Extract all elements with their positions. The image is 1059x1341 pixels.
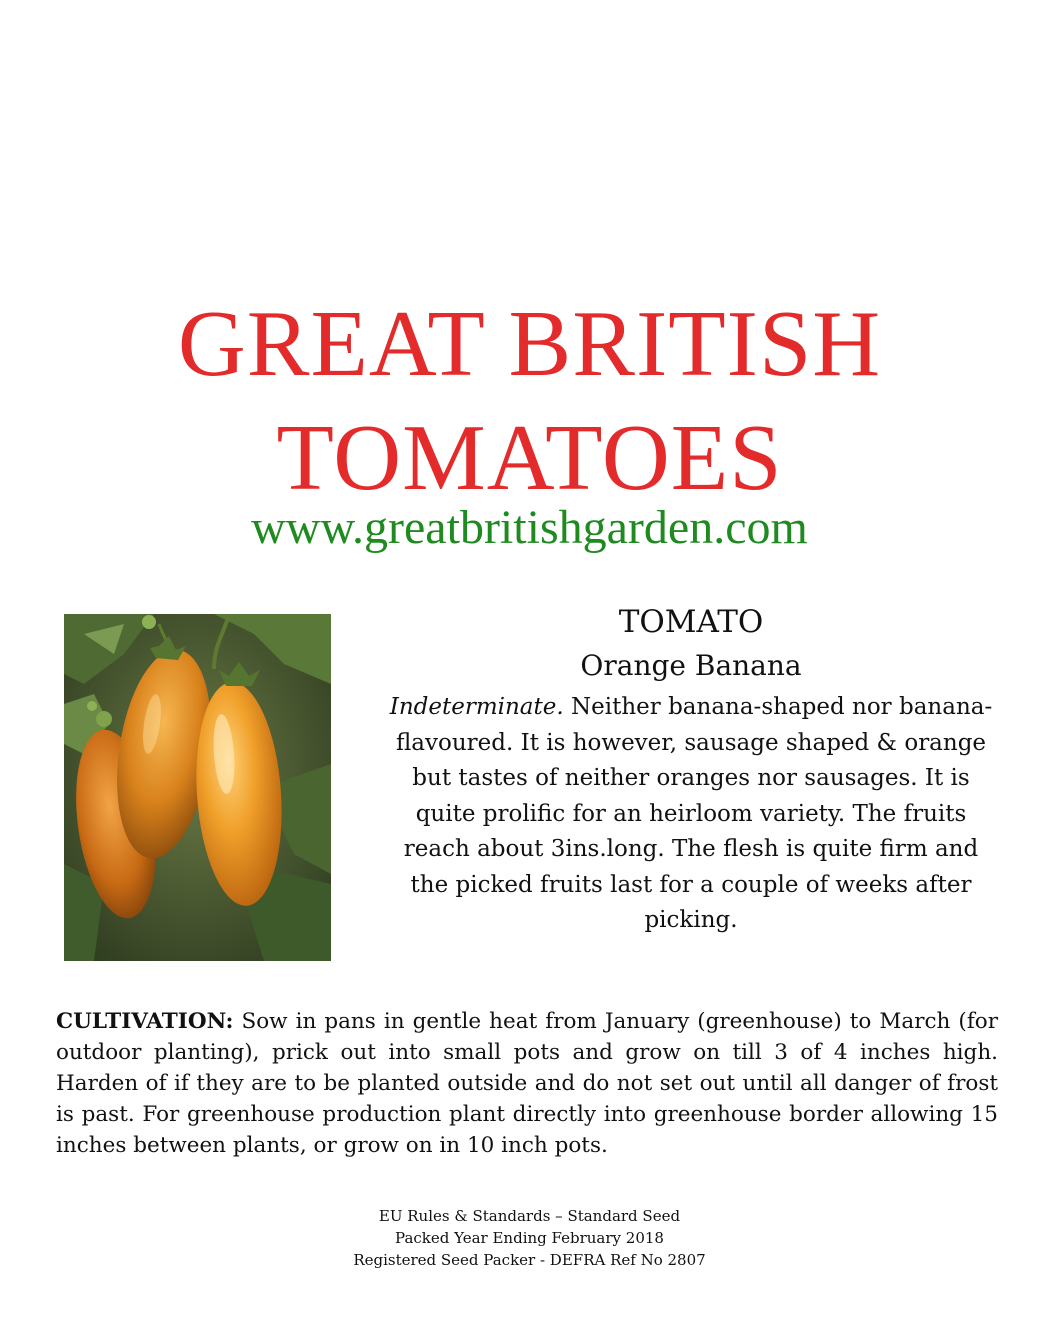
product-kind: TOMATO [618, 604, 764, 640]
product-variety: Orange Banana [580, 649, 802, 682]
product-description [384, 690, 998, 939]
product-info [384, 600, 998, 939]
footer-standards: EU Rules & Standards – Standard Seed [378, 1207, 681, 1225]
cultivation-text: Sow in pans in gentle heat from January (greenhouse) to March (for outdoor planting), prick out into small pots and grow on till 3 of 4 inches high. Harden of if they are to be planted outside and do not set out until all danger of frost is past. For greenhouse production plant directly into greenhouse border allowing 15 inches between plants, or grow on in 10 inch pots. [56, 1009, 999, 1158]
website-url[interactable]: www.greatbritishgarden.com [251, 501, 808, 554]
tomato-photo-illustration [64, 614, 331, 961]
footer [0, 1205, 1059, 1271]
tomato-photo [64, 614, 331, 961]
footer-packed-year: Packed Year Ending February 2018 [395, 1229, 664, 1247]
cultivation-label: CULTIVATION: [56, 1009, 234, 1034]
product-description-text: Neither banana-shaped nor banana-flavoured. It is however, sausage shaped & orange but tastes of neither oranges nor sausages. It is quite prolific for an heirloom variety. The fruits reach about 3ins.long. The flesh is quite firm and the picked fruits last for a couple of weeks after picking. [395, 694, 993, 933]
brand-title-line2: TOMATOES [276, 406, 783, 510]
cultivation-paragraph [56, 1006, 998, 1161]
brand-title-line1: GREAT BRITISH [177, 292, 882, 396]
product-habit: Indeterminate. [389, 694, 564, 720]
footer-defra-ref: Registered Seed Packer - DEFRA Ref No 2807 [353, 1251, 706, 1269]
